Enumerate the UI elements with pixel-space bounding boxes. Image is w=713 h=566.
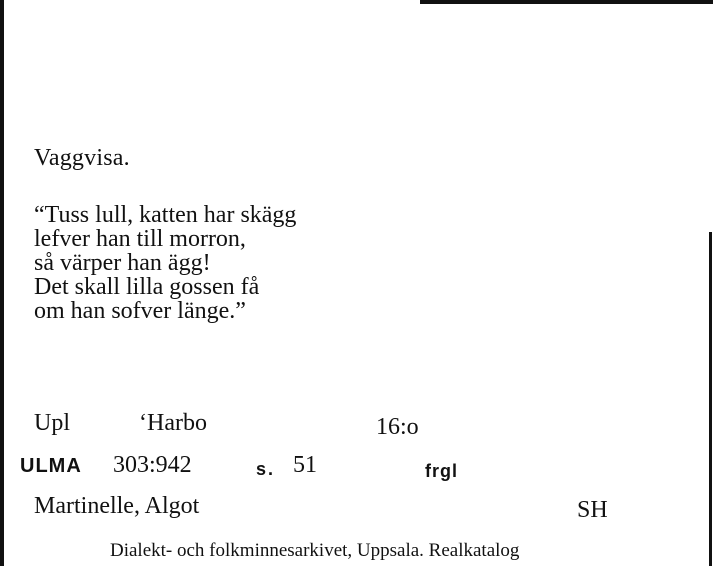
collector-name: Martinelle, Algot — [34, 493, 200, 519]
card-title: Vaggvisa. — [34, 145, 130, 171]
page-prefix: s. — [256, 459, 276, 479]
card-left-border — [0, 0, 4, 566]
card-top-border — [420, 0, 713, 4]
archive-code: ULMA — [20, 455, 82, 477]
poem-text — [34, 203, 296, 323]
record-number: 303:942 — [113, 452, 192, 478]
poem-line: Det skall lilla gossen få — [34, 274, 260, 300]
archive-footer: Dialekt- och folkminnesarkivet, Uppsala. Realkatalog — [110, 540, 520, 561]
poem-line: om han sofver länge.” — [34, 298, 246, 324]
poem-line: lefver han till morron, — [34, 226, 246, 252]
parish: ‘Harbo — [139, 410, 207, 436]
poem-line: så värper han ägg! — [34, 250, 211, 276]
format: 16:o — [376, 414, 419, 440]
page-number: 51 — [293, 452, 317, 478]
province: Upl — [34, 410, 70, 436]
category-code: frgl — [425, 461, 458, 481]
card-right-border — [709, 232, 712, 566]
initials: SH — [577, 497, 608, 523]
poem-line: “Tuss lull, katten har skägg — [34, 202, 297, 228]
